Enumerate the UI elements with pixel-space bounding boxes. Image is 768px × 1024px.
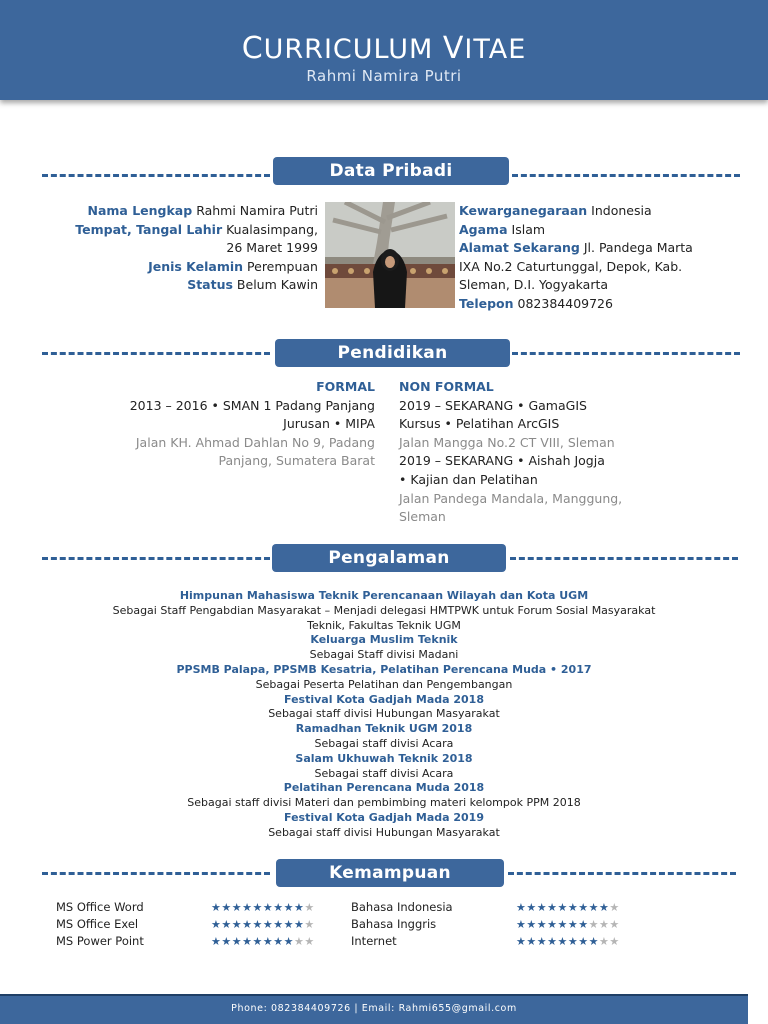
experience-item bbox=[20, 633, 748, 663]
star-filled-icon: ★ bbox=[273, 918, 284, 931]
star-empty-icon: ★ bbox=[609, 901, 620, 914]
address-value-2: IXA No.2 Caturtunggal, Depok, Kab. bbox=[459, 258, 683, 274]
experience-item bbox=[20, 589, 748, 633]
skill-rating bbox=[516, 899, 620, 916]
star-filled-icon: ★ bbox=[567, 935, 579, 948]
star-empty-icon: ★ bbox=[599, 918, 610, 931]
star-filled-icon: ★ bbox=[547, 918, 558, 931]
star-filled-icon: ★ bbox=[262, 918, 274, 931]
star-filled-icon: ★ bbox=[599, 901, 610, 914]
star-empty-icon: ★ bbox=[304, 918, 315, 931]
religion-value: Islam bbox=[511, 221, 546, 237]
star-filled-icon: ★ bbox=[262, 901, 274, 914]
nonformal-1-title: 2019 – SEKARANG • GamaGIS bbox=[399, 397, 587, 413]
star-filled-icon: ★ bbox=[242, 918, 253, 931]
skill-name: Bahasa Indonesia bbox=[351, 900, 453, 914]
star-filled-icon: ★ bbox=[221, 918, 232, 931]
birth-label: Tempat, Tangal Lahir bbox=[75, 221, 223, 237]
skill-rating bbox=[211, 933, 315, 950]
nonformal-1-address: Jalan Mangga No.2 CT VIII, Sleman bbox=[399, 434, 615, 450]
experience-org: Salam Ukhuwah Teknik 2018 bbox=[295, 751, 473, 765]
personal-info-right bbox=[459, 202, 749, 313]
star-filled-icon: ★ bbox=[516, 901, 527, 914]
formal-address-1: Jalan KH. Ahmad Dahlan No 9, Padang bbox=[135, 434, 375, 450]
experience-org: Festival Kota Gadjah Mada 2018 bbox=[284, 692, 484, 706]
experience-org: Ramadhan Teknik UGM 2018 bbox=[295, 722, 473, 736]
phone-label: Telepon bbox=[459, 295, 514, 311]
experience-role: Sebagai Staff divisi Madani bbox=[309, 648, 459, 662]
address-value-3: Sleman, D.I. Yogyakarta bbox=[459, 277, 609, 292]
status-label: Status bbox=[187, 277, 233, 292]
profile-photo-illustration bbox=[325, 202, 455, 308]
section-divider-left bbox=[42, 557, 270, 560]
formal-education bbox=[40, 378, 375, 471]
star-filled-icon: ★ bbox=[536, 935, 548, 948]
experience-org: PPSMB Palapa, PPSMB Kesatria, Pelatihan Perencana Muda • 2017 bbox=[176, 662, 592, 676]
gender-value: Perempuan bbox=[247, 258, 318, 274]
section-divider-left bbox=[42, 352, 270, 355]
star-empty-icon: ★ bbox=[304, 935, 315, 948]
star-filled-icon: ★ bbox=[252, 935, 263, 948]
experience-org: Himpunan Mahasiswa Teknik Perencanaan Wilayah dan Kota UGM bbox=[179, 589, 589, 602]
address-label: Alamat Sekarang bbox=[459, 240, 580, 255]
title-part-2: ITAE bbox=[464, 34, 527, 65]
nonformal-2-title: 2019 – SEKARANG • Aishah Jogja bbox=[399, 453, 605, 469]
address-value-1: Jl. Pandega Marta bbox=[583, 240, 693, 255]
star-filled-icon: ★ bbox=[526, 935, 537, 948]
section-heading-pendidikan: Pendidikan bbox=[275, 339, 510, 367]
section-divider-right bbox=[510, 557, 738, 560]
star-filled-icon: ★ bbox=[567, 918, 579, 931]
star-filled-icon: ★ bbox=[516, 918, 527, 931]
title-initial-v: V bbox=[442, 31, 465, 66]
profile-photo bbox=[325, 202, 455, 308]
section-heading-data-pribadi: Data Pribadi bbox=[273, 157, 509, 185]
star-filled-icon: ★ bbox=[252, 901, 263, 914]
star-filled-icon: ★ bbox=[273, 901, 284, 914]
star-filled-icon: ★ bbox=[273, 935, 284, 948]
star-filled-icon: ★ bbox=[231, 918, 243, 931]
star-filled-icon: ★ bbox=[516, 935, 527, 948]
nonformal-education bbox=[399, 378, 729, 527]
skill-name: Bahasa Inggris bbox=[351, 917, 437, 931]
skills-left-names bbox=[56, 899, 144, 950]
star-empty-icon: ★ bbox=[294, 935, 305, 948]
page-title bbox=[0, 32, 768, 67]
birth-date-value: 26 Maret 1999 bbox=[226, 240, 318, 255]
formal-school: 2013 – 2016 • SMAN 1 Padang Panjang bbox=[129, 397, 375, 413]
section-divider-right bbox=[512, 174, 740, 177]
nationality-value: Indonesia bbox=[591, 203, 652, 218]
full-name-label: Nama Lengkap bbox=[87, 203, 193, 218]
star-filled-icon: ★ bbox=[211, 901, 222, 914]
skills-right-names bbox=[351, 899, 453, 950]
star-filled-icon: ★ bbox=[557, 935, 568, 948]
experience-role: Sebagai staff divisi Acara bbox=[314, 766, 454, 780]
skills-left-ratings bbox=[211, 899, 315, 950]
star-empty-icon: ★ bbox=[304, 901, 315, 914]
star-filled-icon: ★ bbox=[578, 901, 589, 914]
star-filled-icon: ★ bbox=[294, 901, 305, 914]
star-filled-icon: ★ bbox=[252, 918, 263, 931]
skill-name: MS Power Point bbox=[56, 934, 144, 948]
star-filled-icon: ★ bbox=[557, 918, 568, 931]
nonformal-2-detail: • Kajian dan Pelatihan bbox=[399, 471, 538, 487]
star-filled-icon: ★ bbox=[211, 935, 222, 948]
star-filled-icon: ★ bbox=[547, 935, 558, 948]
experience-org: Festival Kota Gadjah Mada 2019 bbox=[284, 810, 484, 824]
star-filled-icon: ★ bbox=[242, 901, 253, 914]
formal-heading: FORMAL bbox=[316, 379, 375, 394]
header-banner bbox=[0, 0, 768, 100]
star-filled-icon: ★ bbox=[221, 901, 232, 914]
star-empty-icon: ★ bbox=[588, 918, 599, 931]
nonformal-heading: NON FORMAL bbox=[399, 379, 494, 394]
skill-rating bbox=[211, 916, 315, 933]
star-filled-icon: ★ bbox=[231, 901, 243, 914]
star-filled-icon: ★ bbox=[536, 901, 548, 914]
applicant-name: Rahmi Namira Putri bbox=[306, 67, 462, 85]
nationality-label: Kewarganegaraan bbox=[459, 203, 588, 218]
section-heading-kemampuan: Kemampuan bbox=[276, 859, 504, 887]
star-filled-icon: ★ bbox=[211, 918, 222, 931]
experience-item bbox=[20, 752, 748, 782]
star-filled-icon: ★ bbox=[536, 918, 548, 931]
experience-role: Sebagai Peserta Pelatihan dan Pengembangan bbox=[255, 677, 513, 691]
skill-name: MS Office Word bbox=[56, 900, 144, 914]
skill-name: Internet bbox=[351, 934, 397, 948]
experience-role: Sebagai staff divisi Materi dan pembimbing materi kelompok PPM 2018 bbox=[187, 796, 581, 810]
experience-item bbox=[20, 693, 748, 723]
star-filled-icon: ★ bbox=[231, 935, 243, 948]
star-filled-icon: ★ bbox=[567, 901, 579, 914]
star-filled-icon: ★ bbox=[283, 901, 294, 914]
nonformal-2-address-1: Jalan Pandega Mandala, Manggung, bbox=[399, 490, 623, 506]
experience-role: Sebagai staff divisi Hubungan Masyarakat bbox=[268, 825, 500, 839]
star-filled-icon: ★ bbox=[588, 935, 599, 948]
star-filled-icon: ★ bbox=[283, 918, 294, 931]
experience-role: Sebagai Staff Pengabdian Masyarakat – Menjadi delegasi HMTPWK untuk Forum Sosial Masyarakat bbox=[112, 603, 656, 617]
skills-right-ratings bbox=[516, 899, 620, 950]
star-filled-icon: ★ bbox=[588, 901, 599, 914]
nonformal-1-detail: Kursus • Pelatihan ArcGIS bbox=[399, 416, 560, 432]
title-part-1: URRICULUM bbox=[263, 34, 443, 65]
formal-address-2: Panjang, Sumatera Barat bbox=[218, 453, 375, 469]
experience-role-cont: Teknik, Fakultas Teknik UGM bbox=[307, 618, 461, 632]
experience-org: Pelatihan Perencana Muda 2018 bbox=[283, 781, 485, 795]
status-value: Belum Kawin bbox=[236, 277, 318, 292]
experience-item bbox=[20, 663, 748, 693]
personal-info-left bbox=[40, 202, 318, 295]
star-filled-icon: ★ bbox=[526, 901, 537, 914]
experience-list bbox=[20, 589, 748, 841]
experience-item bbox=[20, 811, 748, 841]
footer-contact: Phone: 082384409726 | Email: Rahmi655@gmail.com bbox=[0, 994, 748, 1024]
full-name-value: Rahmi Namira Putri bbox=[196, 203, 318, 218]
star-filled-icon: ★ bbox=[262, 935, 274, 948]
star-filled-icon: ★ bbox=[221, 935, 232, 948]
star-empty-icon: ★ bbox=[599, 935, 610, 948]
star-filled-icon: ★ bbox=[578, 918, 589, 931]
star-filled-icon: ★ bbox=[242, 935, 253, 948]
phone-value: 082384409726 bbox=[517, 295, 613, 311]
experience-org: Keluarga Muslim Teknik bbox=[310, 633, 458, 647]
star-filled-icon: ★ bbox=[526, 918, 537, 931]
nonformal-2-address-2: Sleman bbox=[399, 509, 446, 525]
formal-major: Jurusan • MIPA bbox=[283, 416, 375, 432]
star-filled-icon: ★ bbox=[557, 901, 568, 914]
birth-place-value: Kualasimpang, bbox=[226, 221, 318, 237]
experience-role: Sebagai staff divisi Hubungan Masyarakat bbox=[268, 707, 500, 721]
star-filled-icon: ★ bbox=[578, 935, 589, 948]
skill-name: MS Office Exel bbox=[56, 917, 139, 931]
section-divider-left bbox=[42, 872, 270, 875]
star-empty-icon: ★ bbox=[609, 918, 620, 931]
skill-rating bbox=[516, 916, 620, 933]
experience-item bbox=[20, 722, 748, 752]
experience-role: Sebagai staff divisi Acara bbox=[314, 736, 454, 750]
skill-rating bbox=[516, 933, 620, 950]
section-divider-right bbox=[508, 872, 736, 875]
section-heading-pengalaman: Pengalaman bbox=[272, 544, 506, 572]
experience-item bbox=[20, 781, 748, 811]
religion-label: Agama bbox=[459, 221, 508, 237]
star-filled-icon: ★ bbox=[283, 935, 294, 948]
gender-label: Jenis Kelamin bbox=[148, 258, 244, 274]
star-filled-icon: ★ bbox=[294, 918, 305, 931]
title-initial-c: C bbox=[241, 31, 264, 66]
skill-rating bbox=[211, 899, 315, 916]
section-divider-left bbox=[42, 174, 270, 177]
section-divider-right bbox=[512, 352, 740, 355]
star-filled-icon: ★ bbox=[547, 901, 558, 914]
star-empty-icon: ★ bbox=[609, 935, 620, 948]
